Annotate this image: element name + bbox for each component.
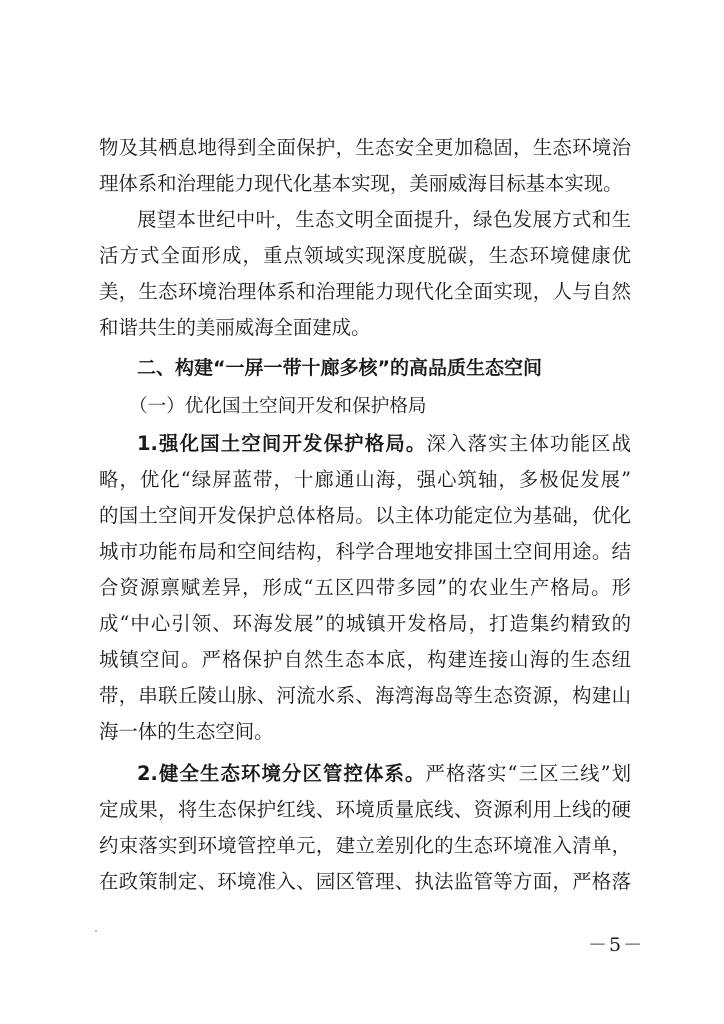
scan-speck — [95, 930, 97, 932]
item-1-first-line — [99, 426, 631, 462]
text-line: 约束落实到环境管控单元，建立差别化的生态环境准入清单， — [99, 834, 631, 857]
item-2-paragraph — [99, 756, 631, 900]
text-line: 城市功能布局和空间结构，科学合理地安排国土空间用途。结 — [99, 540, 631, 563]
text-line: 的国土空间开发保护总体格局。以主体功能定位为基础，优化 — [99, 504, 631, 527]
subsection-heading: （一）优化国土空间开发和保护格局 — [129, 396, 427, 417]
item-1-lead: 1.强化国土空间开发保护格局。 — [137, 432, 427, 455]
item-2-lead: 2.健全生态环境分区管控体系。 — [137, 762, 426, 785]
text-line: 美，生态环境治理体系和治理能力现代化全面实现，人与自然 — [99, 280, 631, 303]
item-2-first-line — [99, 756, 631, 792]
text-line: 略，优化“绿屏蓝带，十廊通山海，强心筑轴，多极促发展” — [99, 468, 631, 491]
text-line: 海一体的生态空间。 — [99, 720, 274, 743]
text-line: 物及其栖息地得到全面保护，生态安全更加稳固，生态环境治 — [99, 136, 631, 159]
text-line: 和谐共生的美丽威海全面建成。 — [99, 316, 371, 339]
section-heading: 二、构建“一屏一带十廊多核”的高品质生态空间 — [137, 357, 542, 379]
item-2-first-line-rest: 严格落实“三区三线”划 — [425, 762, 632, 785]
item-1-paragraph — [99, 426, 631, 750]
text-line: 在政策制定、环境准入、园区管理、执法监管等方面，严格落 — [99, 870, 631, 893]
text-line: 合资源禀赋差异，形成“五区四带多园”的农业生产格局。形 — [99, 576, 631, 599]
text-line: 活方式全面形成，重点领域实现深度脱碳，生态环境健康优 — [99, 244, 631, 267]
page-number: －5－ — [588, 934, 645, 956]
section-heading-block — [99, 350, 631, 386]
text-line: 理体系和治理能力现代化基本实现，美丽威海目标基本实现。 — [99, 172, 623, 195]
paragraph-outlook — [99, 202, 631, 346]
paragraph-continuation — [99, 130, 631, 202]
text-line: 带，串联丘陵山脉、河流水系、海湾海岛等生态资源，构建山 — [99, 684, 631, 707]
subsection-heading-block — [99, 389, 631, 425]
text-line: 展望本世纪中叶，生态文明全面提升，绿色发展方式和生 — [137, 208, 631, 231]
text-line: 成“中心引领、环海发展”的城镇开发格局，打造集约精致的 — [99, 612, 631, 635]
text-line: 定成果，将生态保护红线、环境质量底线、资源利用上线的硬 — [99, 798, 631, 821]
text-line: 城镇空间。严格保护自然生态本底，构建连接山海的生态纽 — [99, 648, 631, 671]
item-1-first-line-rest: 深入落实主体功能区战 — [426, 432, 632, 455]
